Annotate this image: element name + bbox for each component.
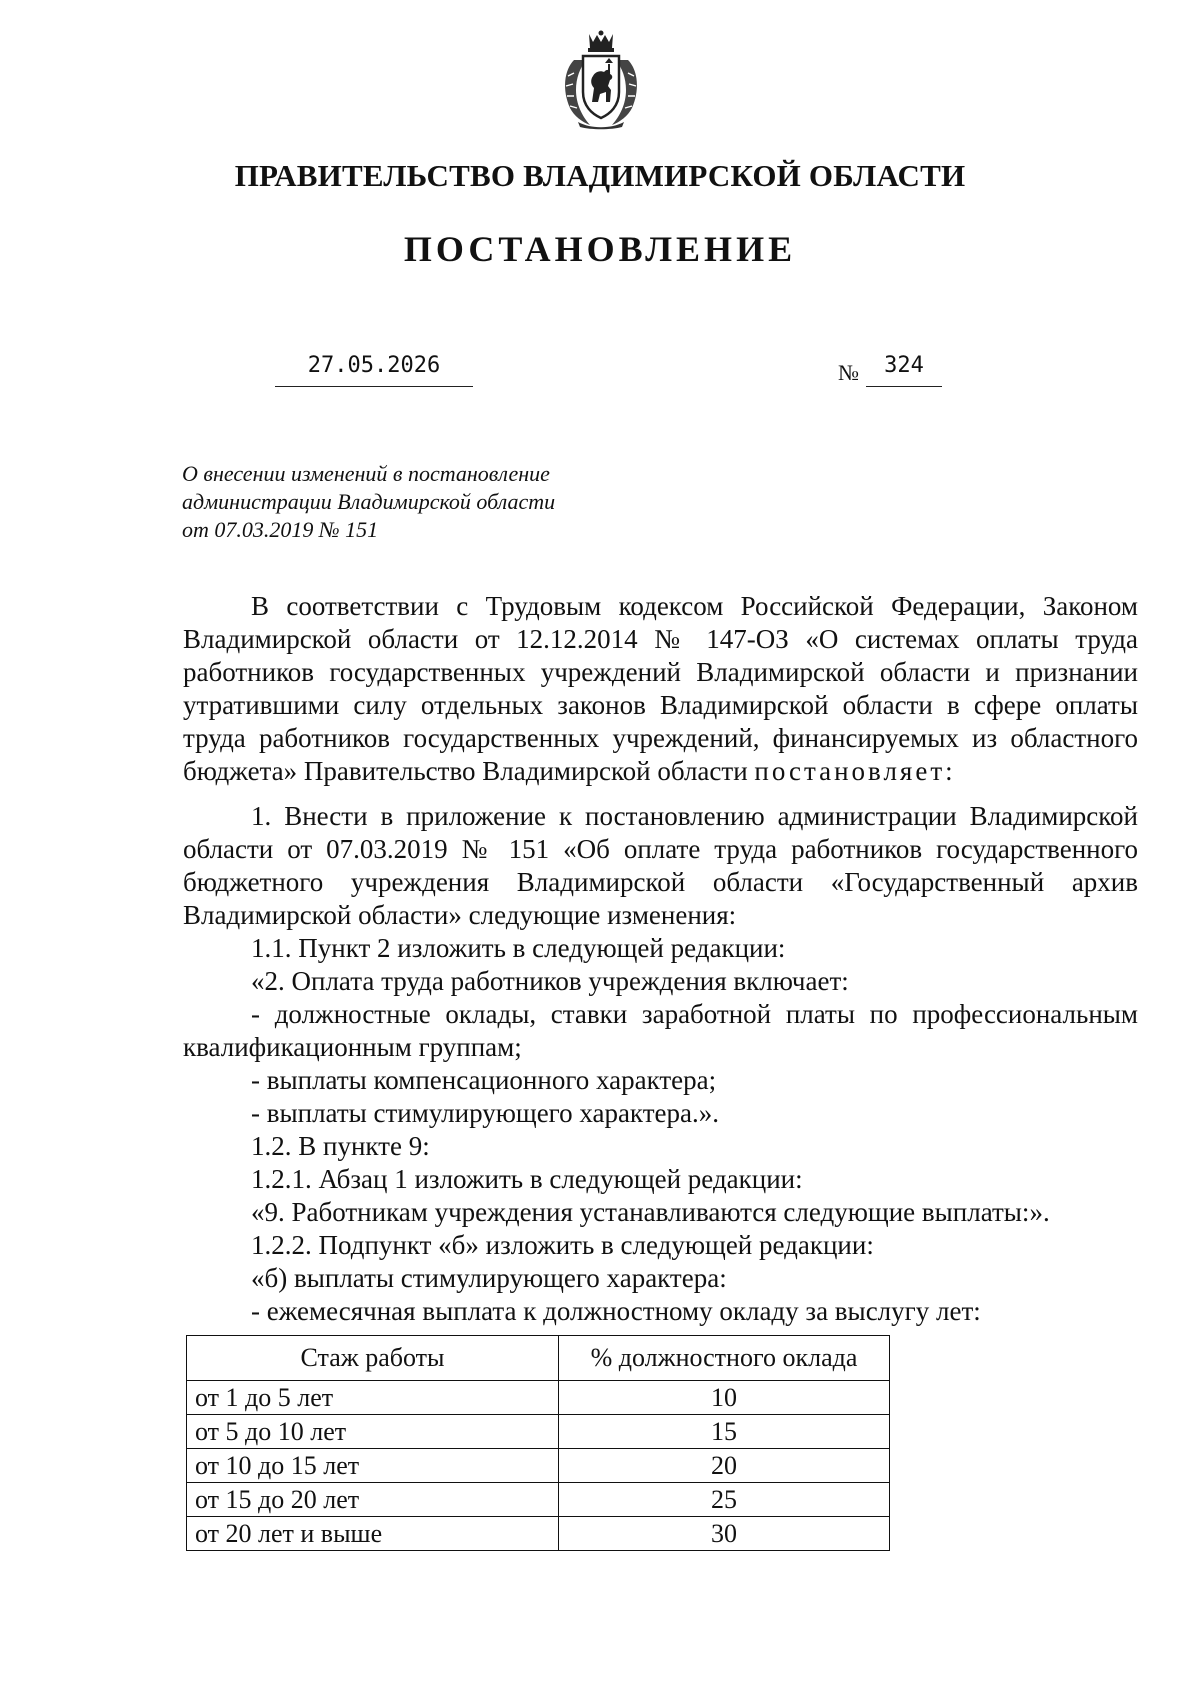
table-header-row: [187, 1336, 890, 1381]
document-body: [183, 590, 1138, 1328]
body-paragraph: 1.2. В пункте 9:: [251, 1131, 430, 1161]
column-header-percent: % должностного оклада: [559, 1336, 890, 1381]
body-paragraph: - ежемесячная выплата к должностному окладу за выслугу лет:: [251, 1296, 981, 1326]
document-number: 324: [866, 350, 942, 387]
table-cell-percent: 10: [559, 1381, 890, 1415]
body-paragraph: 1. Внести в приложение к постановлению администрации Владимирской области от 07.03.2019 № 151 «Об оплате труда работников государственного бюджетного учреждения Владимирской области «Государственный архив Владимирской области» следующие изменения:: [183, 801, 1138, 930]
table-cell-percent: 25: [559, 1483, 890, 1517]
government-name: ПРАВИТЕЛЬСТВО ВЛАДИМИРСКОЙ ОБЛАСТИ: [234, 158, 966, 193]
document-type-title: ПОСТАНОВЛЕНИЕ: [403, 229, 797, 269]
subject-line: О внесении изменений в постановление: [182, 461, 550, 486]
coat-of-arms-graphic: [556, 30, 646, 130]
table-row: [187, 1517, 890, 1551]
body-paragraph: 1.2.1. Абзац 1 изложить в следующей редакции:: [251, 1164, 803, 1194]
table-row: [187, 1381, 890, 1415]
table-cell-percent: 15: [559, 1415, 890, 1449]
table-row: [187, 1449, 890, 1483]
document-subject: [182, 460, 622, 544]
table-cell-seniority: от 5 до 10 лет: [187, 1415, 559, 1449]
table-row: [187, 1415, 890, 1449]
seniority-table-container: [186, 1335, 890, 1551]
number-sign: №: [838, 360, 859, 385]
body-paragraph: - должностные оклады, ставки заработной платы по профессиональным квалификационным группам;: [183, 999, 1138, 1062]
seniority-bonus-table: [186, 1335, 890, 1551]
decree-word: постановляет:: [754, 756, 956, 786]
subject-line: от 07.03.2019 № 151: [182, 517, 379, 542]
body-paragraph: - выплаты компенсационного характера;: [251, 1065, 717, 1095]
body-paragraph: «б) выплаты стимулирующего характера:: [251, 1263, 727, 1293]
body-paragraph: - выплаты стимулирующего характера.».: [251, 1098, 719, 1128]
body-paragraph: «9. Работникам учреждения устанавливаются следующие выплаты:».: [251, 1197, 1050, 1227]
table-row: [187, 1483, 890, 1517]
column-header-seniority: Стаж работы: [187, 1336, 559, 1381]
table-cell-seniority: от 20 лет и выше: [187, 1517, 559, 1551]
body-paragraph: 1.1. Пункт 2 изложить в следующей редакции:: [251, 933, 786, 963]
preamble-paragraph: [183, 590, 1138, 788]
preamble-text: В соответствии с Трудовым кодексом Российской Федерации, Законом Владимирской области от 12.12.2014 № 147-ОЗ «О системах оплаты труда работников государственных учреждений Владимирской области и признании утратившими силу отдельных законов Владимирской области в сфере оплаты труда работников государственных учреждений, финансируемых из областного бюджета» Правительство Владимирской области: [183, 591, 1138, 786]
table-cell-seniority: от 1 до 5 лет: [187, 1381, 559, 1415]
coat-of-arms-icon: [556, 30, 646, 130]
table-cell-seniority: от 10 до 15 лет: [187, 1449, 559, 1483]
table-cell-percent: 20: [559, 1449, 890, 1483]
table-cell-percent: 30: [559, 1517, 890, 1551]
body-paragraph: 1.2.2. Подпункт «б» изложить в следующей редакции:: [251, 1230, 874, 1260]
table-cell-seniority: от 15 до 20 лет: [187, 1483, 559, 1517]
body-paragraph: «2. Оплата труда работников учреждения включает:: [251, 966, 849, 996]
document-date: 27.05.2026: [275, 350, 473, 387]
subject-line: администрации Владимирской области: [182, 489, 556, 514]
